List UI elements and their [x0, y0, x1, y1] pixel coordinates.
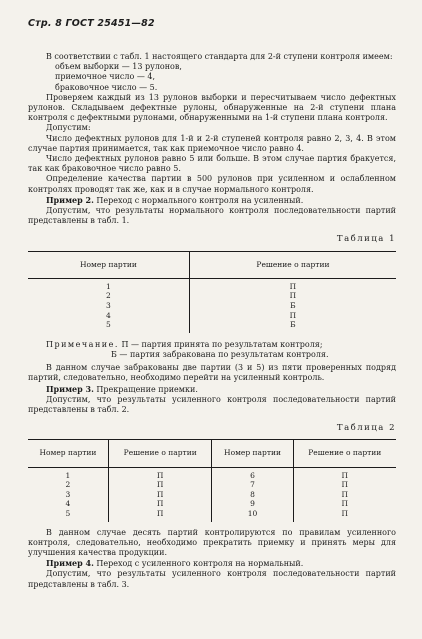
table-row	[28, 282, 396, 292]
table-row	[28, 499, 396, 509]
table-row	[28, 311, 396, 321]
example-2	[28, 195, 396, 206]
table-row	[28, 301, 396, 311]
table-cell: П	[293, 509, 396, 519]
note-text-1: П — партия принята по результатам контроля;	[121, 339, 323, 349]
table-cell: П	[293, 480, 396, 490]
table-row	[28, 490, 396, 500]
paragraph-5: Допустим, что результаты нормального контроля последовательности партий представлены в табл. 1.	[28, 206, 396, 226]
paragraph-8: В данном случае десять партий контролируются по правилам усиленного контроля, следовательно, необходимо прекратить приемку и принять меры для улучшения качества продукции.	[28, 527, 396, 558]
table-2-header: Решение о партии	[108, 440, 212, 467]
paragraph-2: Проверяем каждый из 13 рулонов выборки и пересчитываем число дефектных рулонов. Складываем дефектные рулоны, обнаруженные на 2-й ступени плана контроля с дефектными рулонами, обнаруженными на 1-й ступени плана контроля.	[28, 92, 396, 123]
table-cell: 1	[65, 470, 71, 480]
table-2-header: Номер партии	[28, 440, 108, 467]
note-line-2: Б — партия забракована по результатам контроля.	[111, 350, 329, 360]
table-cell: 1	[106, 281, 111, 291]
plan-list	[28, 62, 396, 93]
paragraph-7: Допустим, что результаты усиленного контроля последовательности партий представлены в табл. 2.	[28, 394, 396, 415]
table-cell: Б	[189, 301, 396, 311]
plan-item-rejection: браковочное число — 5.	[55, 82, 158, 92]
table-2-header-row	[28, 440, 396, 467]
table-row	[28, 320, 396, 330]
paragraph-3-lead: Допустим:	[46, 123, 91, 133]
table-cell: 6	[212, 471, 293, 481]
table-1-note	[28, 340, 396, 360]
table-cell: 7	[212, 480, 293, 490]
table-cell: 9	[212, 499, 293, 509]
table-1	[28, 251, 396, 333]
paragraph-6: В данном случае забракованы две партии (3 и 5) из пяти проверенных подряд партий, следовательно, необходимо перейти на усиленный контроль.	[28, 363, 396, 383]
table-cell: 10	[212, 509, 293, 519]
example-3-text: Прекращение приемки.	[96, 384, 198, 394]
table-cell: 4	[65, 499, 71, 509]
example-4	[28, 558, 396, 569]
table-1-header-row	[28, 251, 396, 278]
table-row	[28, 509, 396, 519]
paragraph-4: Определение качества партии в 500 рулонов при усиленном и ослабленном контролях проводят так же, как и в случае нормального контроля.	[28, 174, 396, 194]
plan-item-acceptance: приемочное число — 4,	[55, 72, 155, 82]
example-2-text: Переход с нормального контроля на усиленный.	[96, 195, 304, 205]
table-2-header: Решение о партии	[293, 440, 396, 467]
table-cell: П	[293, 499, 396, 509]
table-cell: П	[293, 471, 396, 481]
table-cell: П	[189, 282, 396, 292]
paragraph-3b: Число дефектных рулонов равно 5 или больше. В этом случае партия бракуется, так как браковочное число равно 5.	[28, 154, 396, 174]
table-1-caption: Таблица 1	[336, 234, 396, 245]
table-row	[28, 480, 396, 490]
example-3-label: Пример 3.	[46, 383, 94, 394]
page-header: Стр. 8 ГОСТ 25451—82	[28, 18, 155, 29]
example-4-label: Пример 4.	[46, 558, 94, 569]
note-label: Примечание.	[46, 339, 119, 349]
paragraph-9: Допустим, что результаты усиленного контроля последовательности партий представлены в табл. 3.	[28, 569, 396, 589]
note-line-1	[28, 340, 396, 350]
table-1-header: Решение о партии	[189, 251, 396, 278]
table-row	[28, 291, 396, 301]
paragraph-1: В соответствии с табл. 1 настоящего стандарта для 2-й ступени контроля имеем:	[46, 52, 393, 61]
table-cell: 2	[65, 480, 71, 490]
table-2	[28, 439, 396, 521]
table-cell: П	[108, 480, 212, 490]
table-cell: 2	[106, 291, 111, 301]
table-row	[28, 471, 396, 481]
table-cell: 3	[106, 301, 111, 311]
table-cell: П	[189, 291, 396, 301]
plan-item-sample: объем выборки — 13 рулонов,	[55, 62, 182, 72]
table-cell: Б	[189, 320, 396, 330]
table-cell: П	[293, 490, 396, 500]
table-cell: П	[108, 509, 212, 519]
table-cell: П	[189, 311, 396, 321]
table-cell: П	[108, 471, 212, 481]
table-cell: 5	[65, 509, 71, 519]
table-cell: 4	[106, 310, 111, 320]
paragraph-3a: Число дефектных рулонов для 1-й и 2-й ступеней контроля равно 2, 3, 4. В этом случае партия принимается, так как приемочное число равно 4.	[28, 133, 396, 153]
document-body	[28, 52, 396, 590]
table-cell: 8	[212, 490, 293, 500]
table-2-header: Номер партии	[212, 440, 293, 467]
table-2-caption: Таблица 2	[336, 423, 396, 434]
table-cell: 5	[106, 320, 111, 330]
table-1-header: Номер партии	[28, 251, 189, 278]
table-cell: 3	[65, 489, 71, 499]
table-cell: П	[108, 499, 212, 509]
example-3	[28, 384, 396, 395]
example-4-text: Переход с усиленного контроля на нормальный.	[96, 559, 304, 569]
table-cell: П	[108, 490, 212, 500]
example-2-label: Пример 2.	[46, 194, 94, 205]
